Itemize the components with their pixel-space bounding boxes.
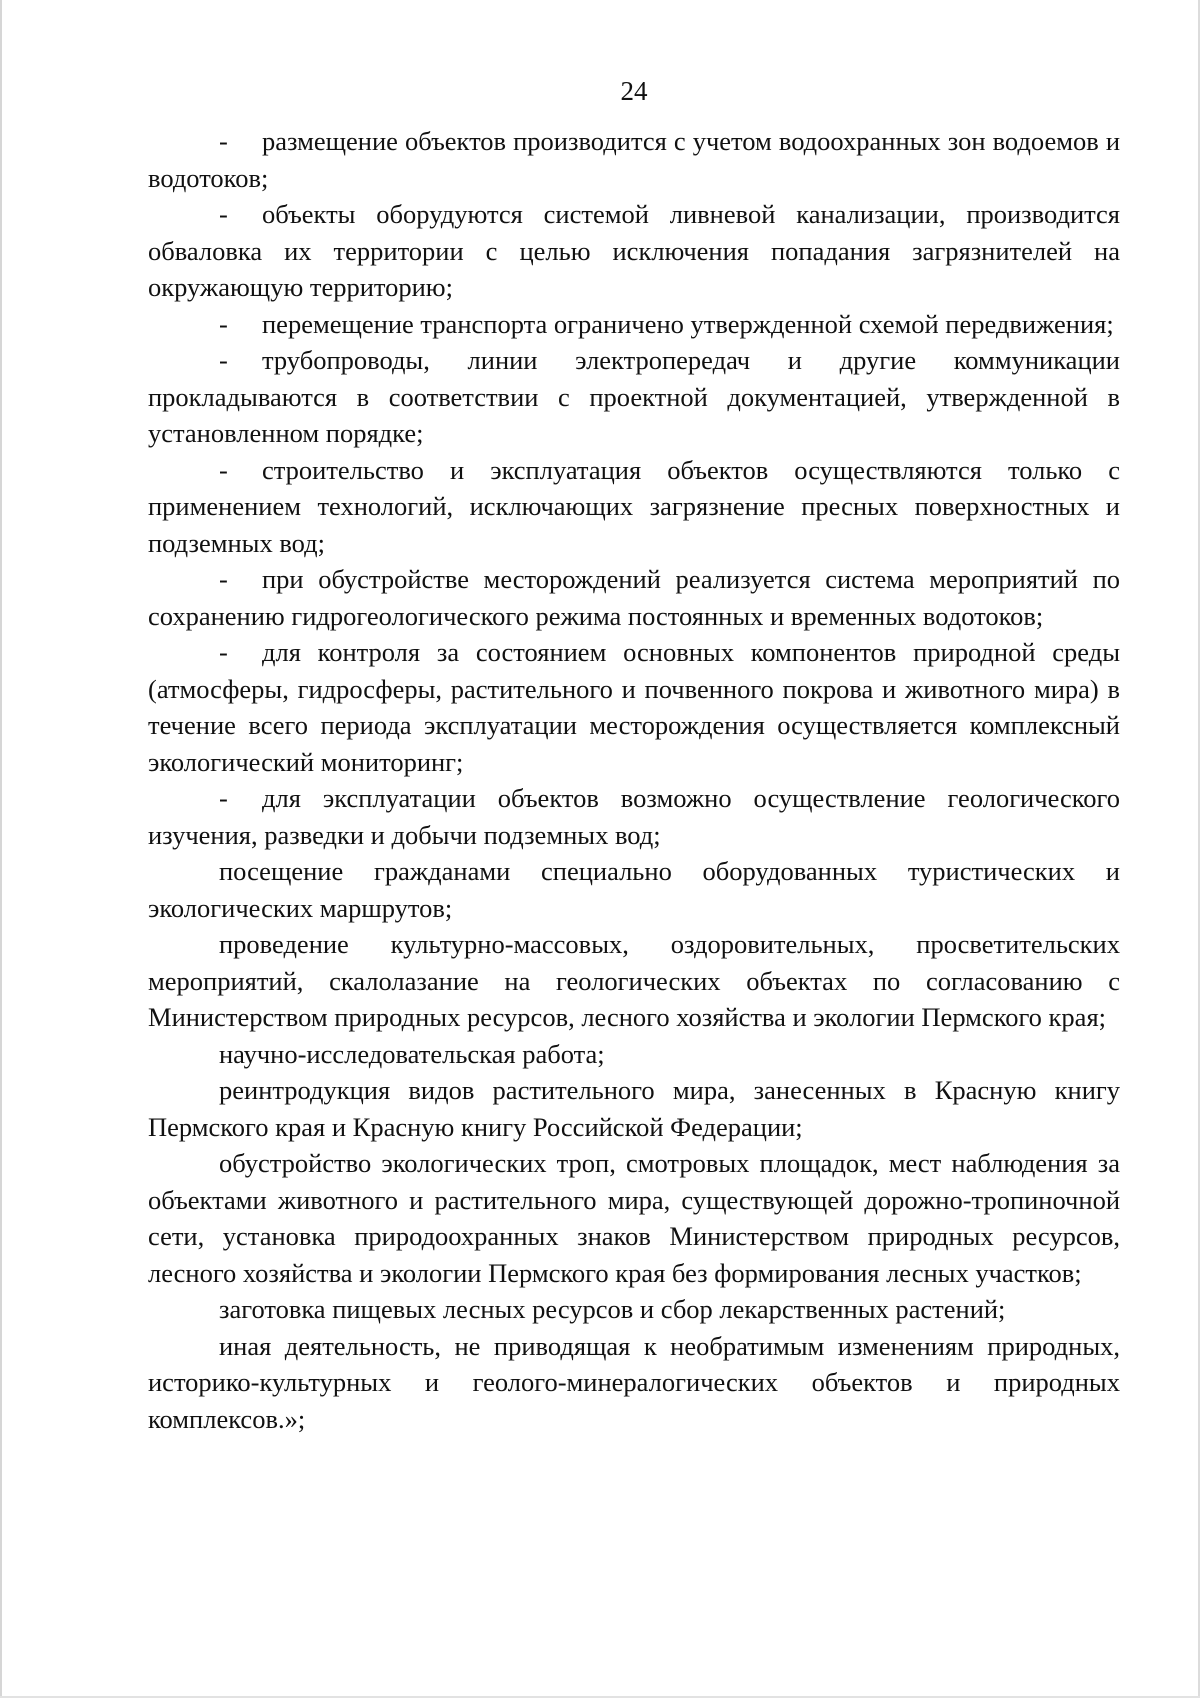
paragraph: научно-исследовательская работа; — [219, 1038, 605, 1069]
dash-marker: - — [219, 345, 228, 375]
list-item-dash — [148, 561, 1120, 634]
dash-marker: - — [219, 454, 228, 485]
dash-marker: - — [219, 783, 228, 813]
list-item-dash — [148, 780, 1120, 853]
paragraph: обустройство экологических троп, смотровых площадок, мест наблюдения за объектами животного и растительного мира, существующей дорожно-тропиночной сети, установка природоохранных знаков Министерством природных ресурсов, лесного хозяйства и экологии Пермского края без формирования лесных участков; — [148, 1148, 1120, 1288]
list-item-dash — [148, 306, 1120, 343]
list-item-dash — [148, 634, 1120, 780]
scan-edge-left — [0, 0, 2, 1698]
list-item-text: объекты оборудуются системой ливневой канализации, производится обваловка их территории с целью исключения попадания загрязнителей на окружающую территорию; — [148, 199, 1120, 302]
list-item-text: для эксплуатации объектов возможно осуществление геологического изучения, разведки и добычи подземных вод; — [148, 783, 1120, 850]
list-item-text: размещение объектов производится с учетом водоохранных зон водоемов и водотоков; — [148, 126, 1120, 193]
list-item-text: трубопроводы, линии электропередач и другие коммуникации прокладываются в соответствии с проектной документацией, утвержденной в установленном порядке; — [148, 345, 1120, 448]
dash-marker: - — [219, 564, 228, 594]
paragraph: реинтродукция видов растительного мира, занесенных в Красную книгу Пермского края и Красную книгу Российской Федерации; — [148, 1075, 1120, 1142]
paragraph: иная деятельность, не приводящая к необратимым изменениям природных, историко-культурных и геолого-минералогических объектов и природных комплексов.»; — [148, 1330, 1120, 1434]
list-item-dash — [148, 342, 1120, 452]
paragraph: заготовка пищевых лесных ресурсов и сбор лекарственных растений; — [219, 1294, 1006, 1324]
dash-marker: - — [219, 126, 228, 156]
list-item-dash — [148, 196, 1120, 306]
list-item-text: при обустройстве месторождений реализуется система мероприятий по сохранению гидрогеологического режима постоянных и временных водотоков; — [148, 564, 1120, 631]
document-body — [148, 123, 1120, 1437]
list-item-text: для контроля за состоянием основных компонентов природной среды (атмосферы, гидросферы, растительного и почвенного покрова и животного мира) в течение всего периода эксплуатации месторождения осуществляется комплексный экологический мониторинг; — [148, 637, 1120, 777]
page-number: 24 — [620, 76, 648, 106]
list-item-dash — [148, 123, 1120, 196]
list-item-text: перемещение транспорта ограничено утвержденной схемой передвижения; — [262, 308, 1114, 339]
paragraph: проведение культурно-массовых, оздоровительных, просветительских мероприятий, скалолазание на геологических объектах по согласованию с Министерством природных ресурсов, лесного хозяйства и экологии Пермского края; — [148, 929, 1120, 1032]
list-item-text: строительство и эксплуатация объектов осуществляются только с применением технологий, исключающих загрязнение пресных поверхностных и подземных вод; — [148, 454, 1120, 558]
dash-marker: - — [219, 308, 228, 339]
list-item-dash — [148, 452, 1120, 562]
dash-marker: - — [219, 199, 228, 229]
paragraph: посещение гражданами специально оборудованных туристических и экологических маршрутов; — [148, 856, 1120, 923]
dash-marker: - — [219, 637, 228, 667]
